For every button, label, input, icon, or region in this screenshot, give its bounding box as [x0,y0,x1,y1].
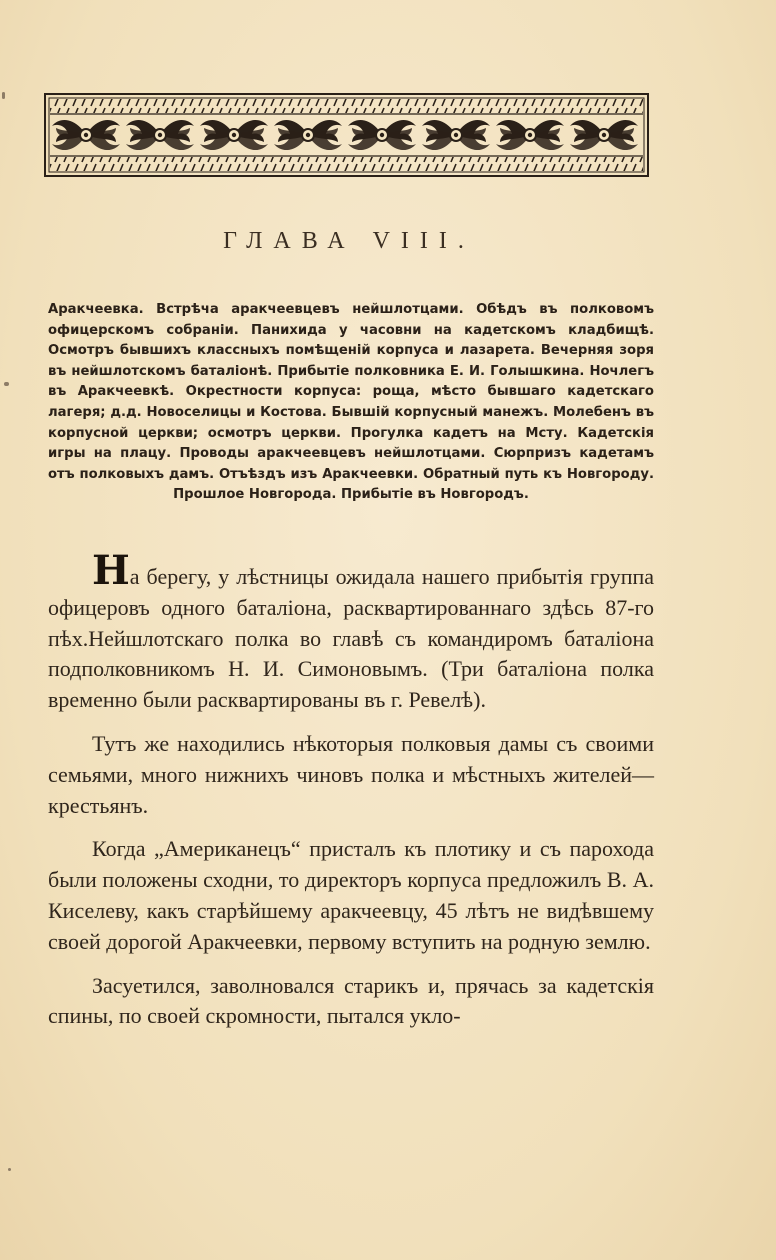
chapter-summary: Аракчеевка. Встрѣча аракчеевцевъ нейшлотцами. Обѣдъ въ полковомъ офицерскомъ собраніи. Панихида у часовни на кадетскомъ кладбищѣ. Осмотръ бывшихъ классныхъ помѣщеній корпуса и лазарета. Вечерняя зоря въ нейшлотскомъ баталіонѣ. Прибытіе полковника Е. И. Голышкина. Ночлегъ въ Аракчеевкѣ. Окрестности корпуса: роща, мѣсто бывшаго кадетскаго лагеря; д.д. Новоселицы и Костова. Бывшій корпусный манежъ. Молебенъ въ корпусной церкви; осмотръ церкви. Прогулка кадетъ на Мсту. Кадетскія игры на плацу. Проводы аракчеевцевъ нейшлотцами. Сюрпризъ кадетамъ отъ полковыхъ дамъ. Отъѣздъ изъ Аракчеевки. Обратный путь къ Новгороду. Прошлое Новгорода. Прибытіе въ Новгородъ. [48,302,654,503]
paragraph-1-text: а берегу, у лѣстницы ожидала нашего прибытія группа офицеровъ одного баталіона, расквартированнаго здѣсь 87-го пѣх.Нейшлотскаго полка во главѣ съ командиромъ баталіона подполковникомъ Н. И. Симоновымъ. (Три баталіона полка временно были расквартированы въ г. Ревелѣ). [48,564,654,713]
margin-mark-low [8,1168,11,1171]
margin-mark-top [2,92,5,99]
margin-mark-mid [4,382,9,386]
paragraph-2: Тутъ же находились нѣкоторыя полковыя дамы съ своими семьями, много нижнихъ чиновъ полка и мѣстныхъ жителей—крестьянъ. [48,730,654,818]
drop-cap: Н [92,547,130,594]
paragraph-4: Засуетился, заволновался старикъ и, прячась за кадетскія спины, по своей скромности, пытался укло- [48,972,654,1029]
paragraph-1 [48,547,654,716]
paragraph-3: Когда „Американецъ“ присталъ къ плотику и съ парохода были положены сходни, то директоръ корпуса предложилъ В. А. Киселеву, какъ старѣйшему аракчеевцу, 45 лѣтъ не видѣвшему своей дорогой Аракчеевки, первому вступить на родную землю. [48,836,654,954]
chapter-title: ГЛАВА VIII. [223,228,475,254]
body-text [48,547,654,1045]
decorative-header-ornament [44,93,649,177]
